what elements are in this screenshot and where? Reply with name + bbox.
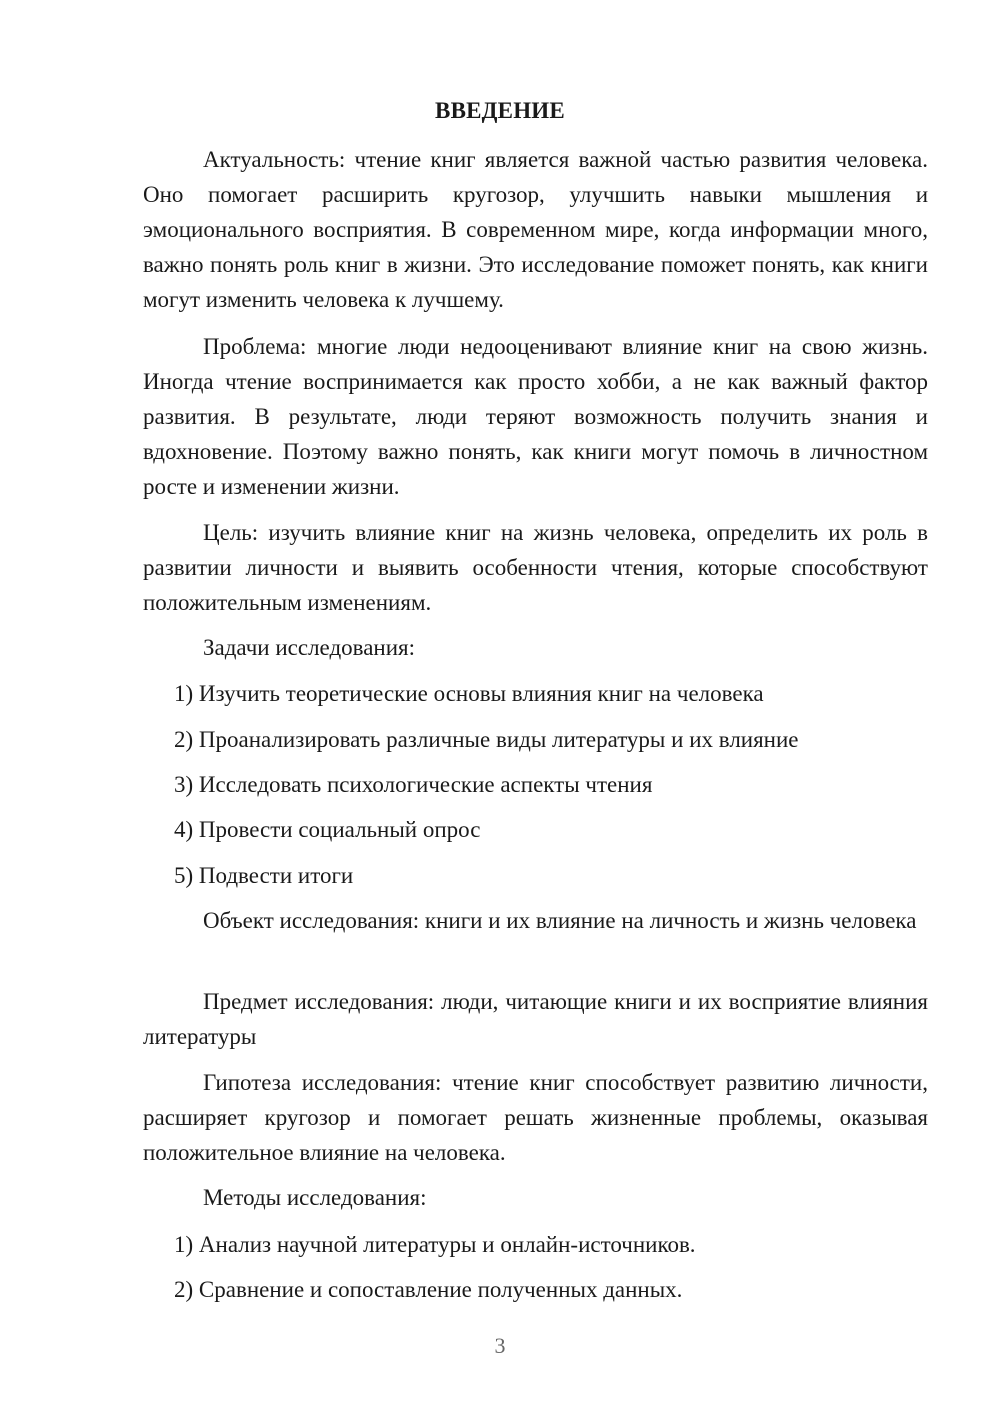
hypothesis-paragraph: Гипотеза исследования: чтение книг способствует развитию личности, расширяет кругозор и помогает решать жизненные проблемы, оказывая положительное влияние на человека. xyxy=(143,1070,928,1165)
task-item: 4) Провести социальный опрос xyxy=(174,817,481,842)
task-item: 2) Проанализировать различные виды литературы и их влияние xyxy=(174,727,799,752)
relevance-paragraph: Актуальность: чтение книг является важной частью развития человека. Оно помогает расширить кругозор, улучшить навыки мышления и эмоционального восприятия. В современном мире, когда информации много, важно понять роль книг в жизни. Это исследование поможет понять, как книги могут изменить человека к лучшему. xyxy=(143,147,928,312)
subject-paragraph: Предмет исследования: люди, читающие книги и их восприятие влияния литературы xyxy=(143,989,928,1049)
page-number: 3 xyxy=(494,1333,506,1358)
goal-paragraph: Цель: изучить влияние книг на жизнь человека, определить их роль в развитии личности и выявить особенности чтения, которые способствуют положительным изменениям. xyxy=(143,520,928,615)
tasks-heading: Задачи исследования: xyxy=(203,635,416,660)
problem-paragraph: Проблема: многие люди недооценивают влияние книг на свою жизнь. Иногда чтение воспринимается как просто хобби, а не как важный фактор развития. В результате, люди теряют возможность получить знания и вдохновение. Поэтому важно понять, как книги могут помочь в личностном росте и изменении жизни. xyxy=(143,334,928,499)
method-item: 1) Анализ научной литературы и онлайн-источников. xyxy=(174,1232,696,1257)
method-item: 2) Сравнение и сопоставление полученных данных. xyxy=(174,1277,683,1302)
task-item: 5) Подвести итоги xyxy=(174,863,354,888)
methods-heading: Методы исследования: xyxy=(203,1185,427,1210)
object-paragraph: Объект исследования: книги и их влияние на личность и жизнь человека xyxy=(203,908,917,933)
task-item: 1) Изучить теоретические основы влияния книг на человека xyxy=(174,681,764,706)
task-item: 3) Исследовать психологические аспекты чтения xyxy=(174,772,653,797)
section-title: ВВЕДЕНИЕ xyxy=(435,98,565,123)
